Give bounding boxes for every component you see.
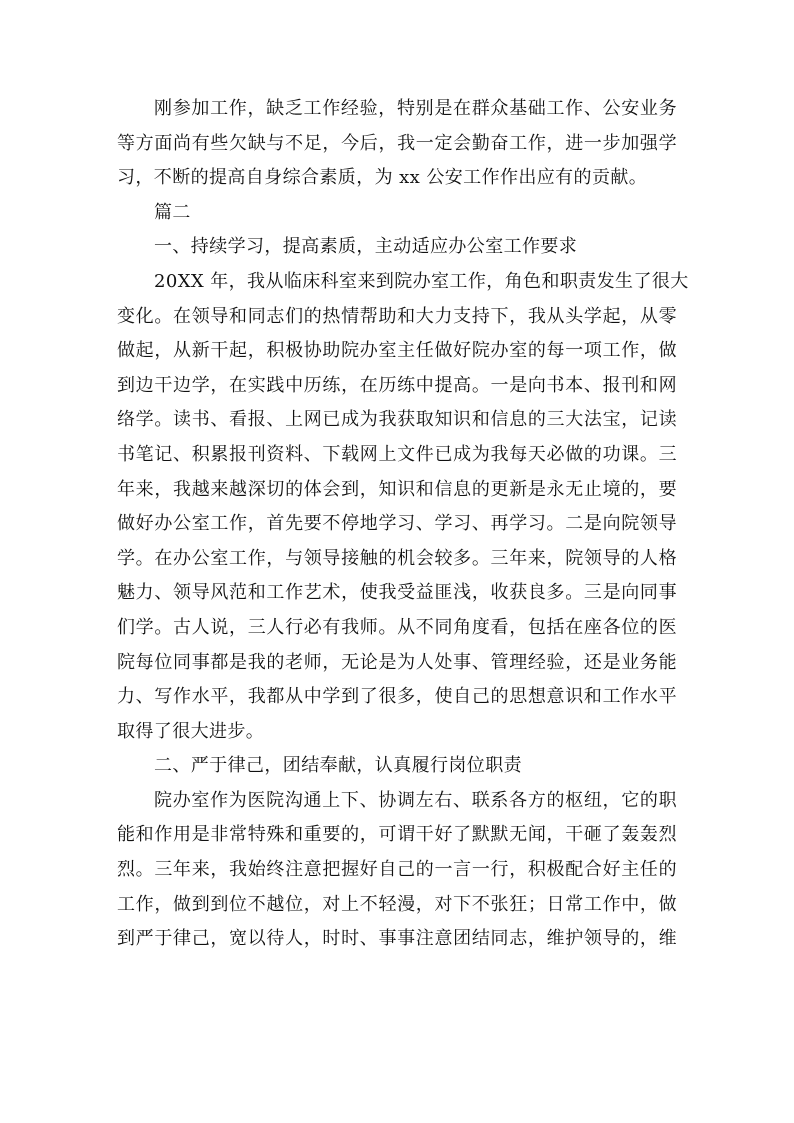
paragraph (117, 265, 689, 749)
text-line: 书笔记、积累报刊资料、下载网上文件已成为我每天必做的功课。三 (117, 443, 677, 465)
text-line: 到严于律己，宽以待人，时时、事事注意团结同志，维护领导的，维 (117, 928, 677, 950)
section-heading (117, 749, 677, 784)
text-line: 到边干边学，在实践中历练，在历练中提高。一是向书本、报刊和网 (117, 374, 677, 396)
text-line: 篇二 (154, 201, 191, 223)
section-heading (117, 230, 677, 265)
text-line: 力、写作水平，我都从中学到了很多，使自己的思想意识和工作水平 (117, 686, 677, 708)
text-line: 院每位同事都是我的老师，无论是为人处事、管理经验，还是业务能 (117, 651, 677, 673)
text-line: 烈。三年来，我始终注意把握好自己的一言一行，积极配合好主任的 (117, 859, 677, 881)
text-line: 做起，从新干起，积极协助院办室主任做好院办室的每一项工作，做 (117, 340, 677, 362)
section-heading (117, 196, 677, 231)
text-line: 变化。在领导和同志们的热情帮助和大力支持下，我从头学起，从零 (117, 305, 677, 327)
text-line: 20XX 年，我从临床科室来到院办室工作，角色和职责发生了很大 (154, 270, 689, 292)
text-line: 院办室作为医院沟通上下、协调左右、联系各方的枢纽，它的职 (154, 789, 677, 811)
document-page (117, 92, 689, 957)
text-line: 学。在办公室工作，与领导接触的机会较多。三年来，院领导的人格 (117, 547, 677, 569)
text-line: 能和作用是非常特殊和重要的，可谓干好了默默无闻，干砸了轰轰烈 (117, 824, 677, 846)
paragraph (117, 92, 677, 196)
text-line: 刚参加工作，缺乏工作经验，特别是在群众基础工作、公安业务 (154, 98, 677, 119)
paragraph (117, 784, 677, 957)
text-line: 习，不断的提高自身综合素质，为 xx 公安工作作出应有的贡献。 (117, 167, 648, 189)
text-line: 等方面尚有些欠缺与不足，今后，我一定会勤奋工作，进一步加强学 (117, 132, 677, 154)
text-line: 做好办公室工作，首先要不停地学习、学习、再学习。二是向院领导 (117, 513, 677, 535)
text-line: 们学。古人说，三人行必有我师。从不同角度看，包括在座各位的医 (117, 616, 677, 638)
text-line: 取得了很大进步。 (117, 720, 265, 742)
text-line: 年来，我越来越深切的体会到，知识和信息的更新是永无止境的，要 (117, 478, 677, 500)
text-line: 络学。读书、看报、上网已成为我获取知识和信息的三大法宝，记读 (117, 409, 677, 431)
text-line: 二、严于律己，团结奉献，认真履行岗位职责 (154, 755, 522, 777)
text-line: 工作，做到到位不越位，对上不轻漫，对下不张狂；日常工作中，做 (117, 893, 677, 915)
text-line: 魅力、领导风范和工作艺术，使我受益匪浅，收获良多。三是向同事 (117, 582, 677, 604)
text-line: 一、持续学习，提高素质，主动适应办公室工作要求 (154, 236, 578, 258)
